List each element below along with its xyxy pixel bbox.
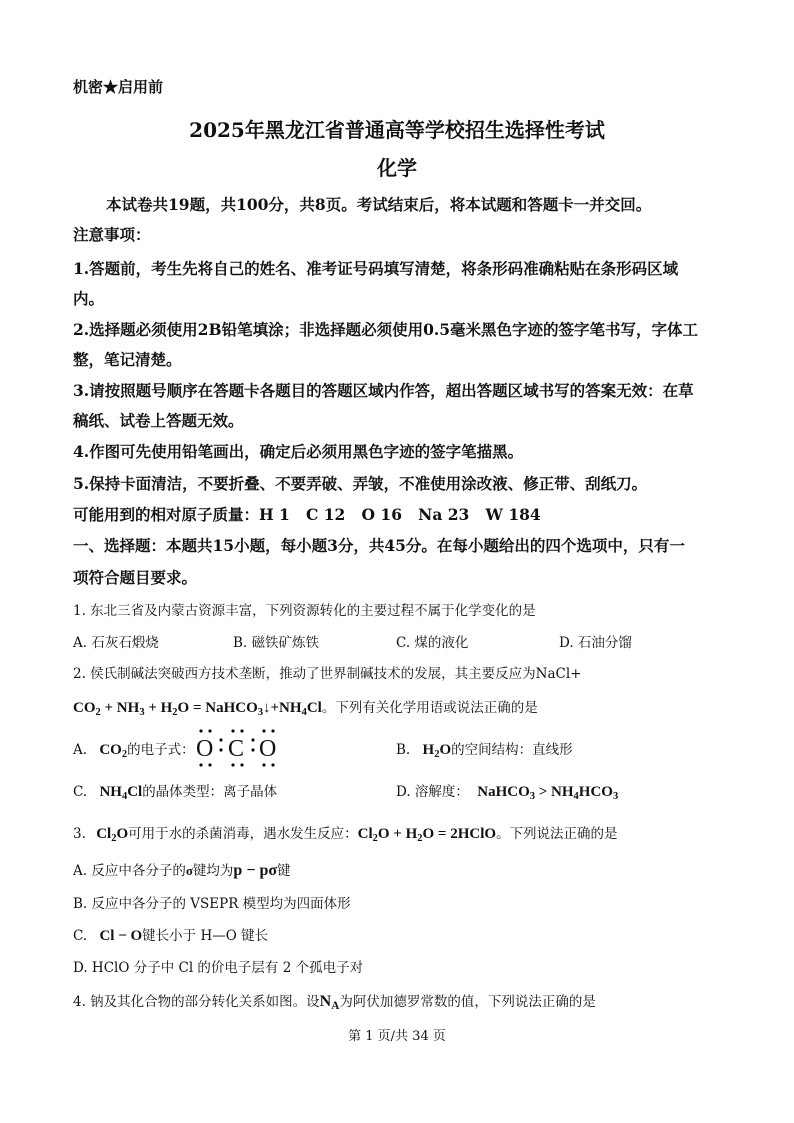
q2-stem-tail: 。下列有关化学用语或说法正确的是: [321, 700, 538, 716]
notice-item-2-line-2: 整，笔记清楚。: [73, 350, 182, 369]
q1-option-c: C. 煤的液化: [396, 635, 469, 651]
q2-option-b: B. $H_2O$的空间结构：直线形: [396, 742, 573, 760]
notice-heading: 注意事项：: [73, 225, 151, 244]
intro-text: 本试卷共19题，共100分，共8页。考试结束后，将本试题和答题卡一并交回。: [106, 195, 652, 214]
q2-stem: 2. 侯氏制碱法突破西方技术垄断，推动了世界制碱技术的发展，其主要反应为NaCl+: [73, 666, 582, 682]
exam-title: 2025年黑龙江省普通高等学校招生选择性考试: [189, 118, 605, 142]
q2-option-c: C. $NH_4Cl$的晶体类型：离子晶体: [73, 784, 278, 802]
notice-item-5: 5.保持卡面清洁，不要折叠、不要弄破、弄皱，不准使用涂改液、修正带、刮纸刀。: [73, 474, 648, 493]
notice-item-1-line-2: 内。: [73, 289, 105, 308]
notice-item-3-line-2: 稿纸、试卷上答题无效。: [73, 411, 244, 430]
section-1-line-1: 一、选择题：本题共15小题，每小题3分，共45分。在每小题给出的四个选项中，只有一: [73, 536, 685, 555]
q2-equation: $CO_2 + NH_3 + H_2O$ = $NaHCO_3↓+NH_4Cl$: [73, 700, 322, 718]
confidential-label: 机密★启用前: [73, 78, 164, 96]
q2-option-d: D. 溶解度： NaHCO$_3$ > $NH_4HCO_3$: [396, 784, 619, 802]
subject-title: 化学: [377, 156, 417, 180]
notice-item-3-line-1: 3.请按照题号顺序在答题卡各题目的答题区域内作答，超出答题区域书写的答案无效：在草: [73, 381, 694, 400]
q3-option-b: B. 反应中各分子的 VSEPR 模型均为四面体形: [73, 896, 351, 912]
notice-item-2-line-1: 2.选择题必须使用2B铅笔填涂；非选择题必须使用0.5毫米黑色字迹的签字笔书写，字体工: [73, 320, 699, 339]
q3-option-a: A. 反应中各分子的σ键均为p − pσ键: [73, 862, 291, 879]
lewis-oxygen-left: O: [196, 736, 214, 762]
q1-option-b: B. 磁铁矿炼铁: [233, 635, 320, 651]
co2-lewis-structure: [190, 726, 282, 770]
q2-equation-line: [73, 696, 538, 717]
atomic-mass-line: 可能用到的相对原子质量：H 1 C 12 O 16 Na 23 W 184: [73, 505, 541, 524]
lewis-oxygen-right: O: [259, 736, 277, 762]
q3-option-c: C. Cl − O键长小于 H—O 键长: [73, 928, 269, 944]
notice-item-4: 4.作图可先使用铅笔画出，确定后必须用黑色字迹的签字笔描黑。: [73, 442, 524, 461]
q2-option-a: A. $CO_2$的电子式：: [73, 742, 195, 760]
section-1-line-2: 项符合题目要求。: [73, 568, 198, 587]
q1-option-a: A. 石灰石煅烧: [73, 635, 159, 651]
page-number: 第 1 页/共 34 页: [348, 1029, 446, 1044]
q4-stem: 4. 钠及其化合物的部分转化关系如图。设$N_A$为阿伏加德罗常数的值，下列说法正确的是: [73, 993, 596, 1012]
q1-stem: 1. 东北三省及内蒙古资源丰富，下列资源转化的主要过程不属于化学变化的是: [73, 603, 536, 619]
lewis-carbon: C: [228, 736, 245, 762]
q1-option-d: D. 石油分馏: [559, 635, 632, 651]
q3-option-d: D. HClO 分子中 Cl 的价电子层有 2 个孤电子对: [73, 960, 364, 976]
q3-stem: 3. $Cl_2O$可用于水的杀菌消毒，遇水发生反应：$Cl_2O + H_2O$ = 2HClO。下列说法正确的是: [73, 826, 618, 844]
notice-item-1-line-1: 1.答题前，考生先将自己的姓名、准考证号码填写清楚，将条形码准确粘贴在条形码区域: [73, 259, 679, 278]
